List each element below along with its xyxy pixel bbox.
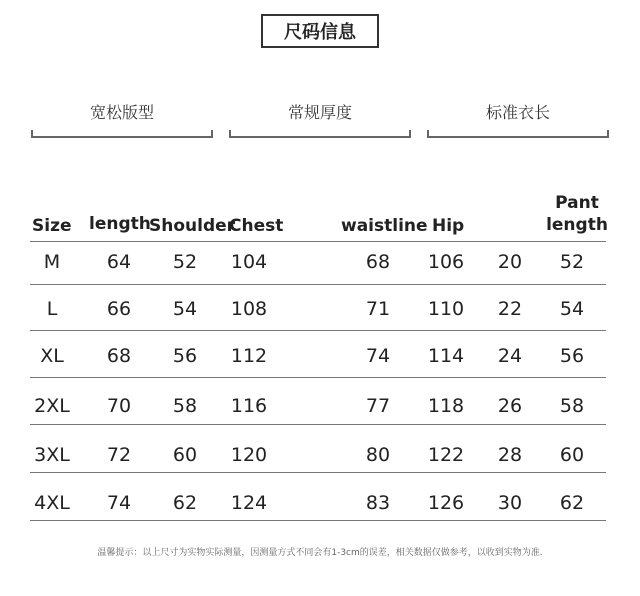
cell-shoulder: 54 [172, 298, 198, 320]
row-divider [30, 241, 606, 242]
cell-size: 3XL [34, 444, 70, 466]
cell-waistline: 80 [365, 444, 391, 466]
cell-shoulder: 62 [172, 492, 198, 514]
row-divider [30, 472, 606, 473]
cell-size: 4XL [34, 492, 70, 514]
header-hip: Hip [432, 216, 465, 236]
feature-label: 常规厚度 [287, 103, 352, 122]
cell-pant-length: 52 [559, 251, 585, 273]
cell-extra: 24 [497, 345, 523, 367]
cell-chest: 124 [230, 492, 268, 514]
cell-hip: 126 [427, 492, 465, 514]
cell-shoulder: 52 [172, 251, 198, 273]
cell-size: L [46, 298, 58, 320]
cell-shoulder: 60 [172, 444, 198, 466]
footnote: 温馨提示：以上尺寸为实物实际测量，因测量方式不同会有1-3cm的误差，相关数据仅做参考，以收到实物为准. [97, 548, 543, 558]
cell-hip: 110 [427, 298, 465, 320]
header-length: length [89, 214, 151, 234]
cell-extra: 22 [497, 298, 523, 320]
cell-hip: 122 [427, 444, 465, 466]
cell-pant-length: 60 [559, 444, 585, 466]
cell-pant-length: 58 [559, 395, 585, 417]
header-pant-length: Pant length [546, 193, 608, 235]
cell-waistline: 68 [365, 251, 391, 273]
cell-length: 64 [106, 251, 132, 273]
cell-chest: 120 [230, 444, 268, 466]
row-divider [30, 284, 606, 285]
header-size: Size [32, 216, 72, 236]
cell-extra: 28 [497, 444, 523, 466]
feature-length [427, 100, 609, 138]
header-waistline: waistline [341, 216, 428, 236]
feature-bracket [229, 130, 411, 138]
row-divider [30, 330, 606, 331]
feature-bracket [427, 130, 609, 138]
cell-waistline: 71 [365, 298, 391, 320]
cell-length: 66 [106, 298, 132, 320]
cell-chest: 108 [230, 298, 268, 320]
cell-chest: 112 [230, 345, 268, 367]
cell-chest: 104 [230, 251, 268, 273]
row-divider [30, 377, 606, 378]
cell-length: 68 [106, 345, 132, 367]
feature-label: 标准衣长 [485, 103, 550, 122]
cell-pant-length: 56 [559, 345, 585, 367]
cell-extra: 20 [497, 251, 523, 273]
cell-shoulder: 58 [172, 395, 198, 417]
cell-hip: 114 [427, 345, 465, 367]
header-shoulder: Shoulder [149, 216, 236, 236]
cell-size: 2XL [34, 395, 70, 417]
feature-loose-fit [31, 100, 213, 138]
cell-length: 70 [106, 395, 132, 417]
cell-hip: 118 [427, 395, 465, 417]
feature-label: 宽松版型 [89, 103, 154, 122]
feature-thickness [229, 100, 411, 138]
feature-bracket [31, 130, 213, 138]
cell-hip: 106 [427, 251, 465, 273]
row-divider [30, 424, 606, 425]
row-divider [30, 520, 606, 521]
cell-pant-length: 54 [559, 298, 585, 320]
header-chest: Chest [229, 216, 284, 236]
cell-shoulder: 56 [172, 345, 198, 367]
cell-waistline: 74 [365, 345, 391, 367]
cell-pant-length: 62 [559, 492, 585, 514]
cell-size: M [43, 251, 61, 273]
page-title: 尺码信息 [261, 14, 379, 48]
cell-waistline: 77 [365, 395, 391, 417]
cell-length: 72 [106, 444, 132, 466]
cell-size: XL [40, 345, 64, 367]
cell-length: 74 [106, 492, 132, 514]
cell-waistline: 83 [365, 492, 391, 514]
cell-chest: 116 [230, 395, 268, 417]
cell-extra: 26 [497, 395, 523, 417]
cell-extra: 30 [497, 492, 523, 514]
